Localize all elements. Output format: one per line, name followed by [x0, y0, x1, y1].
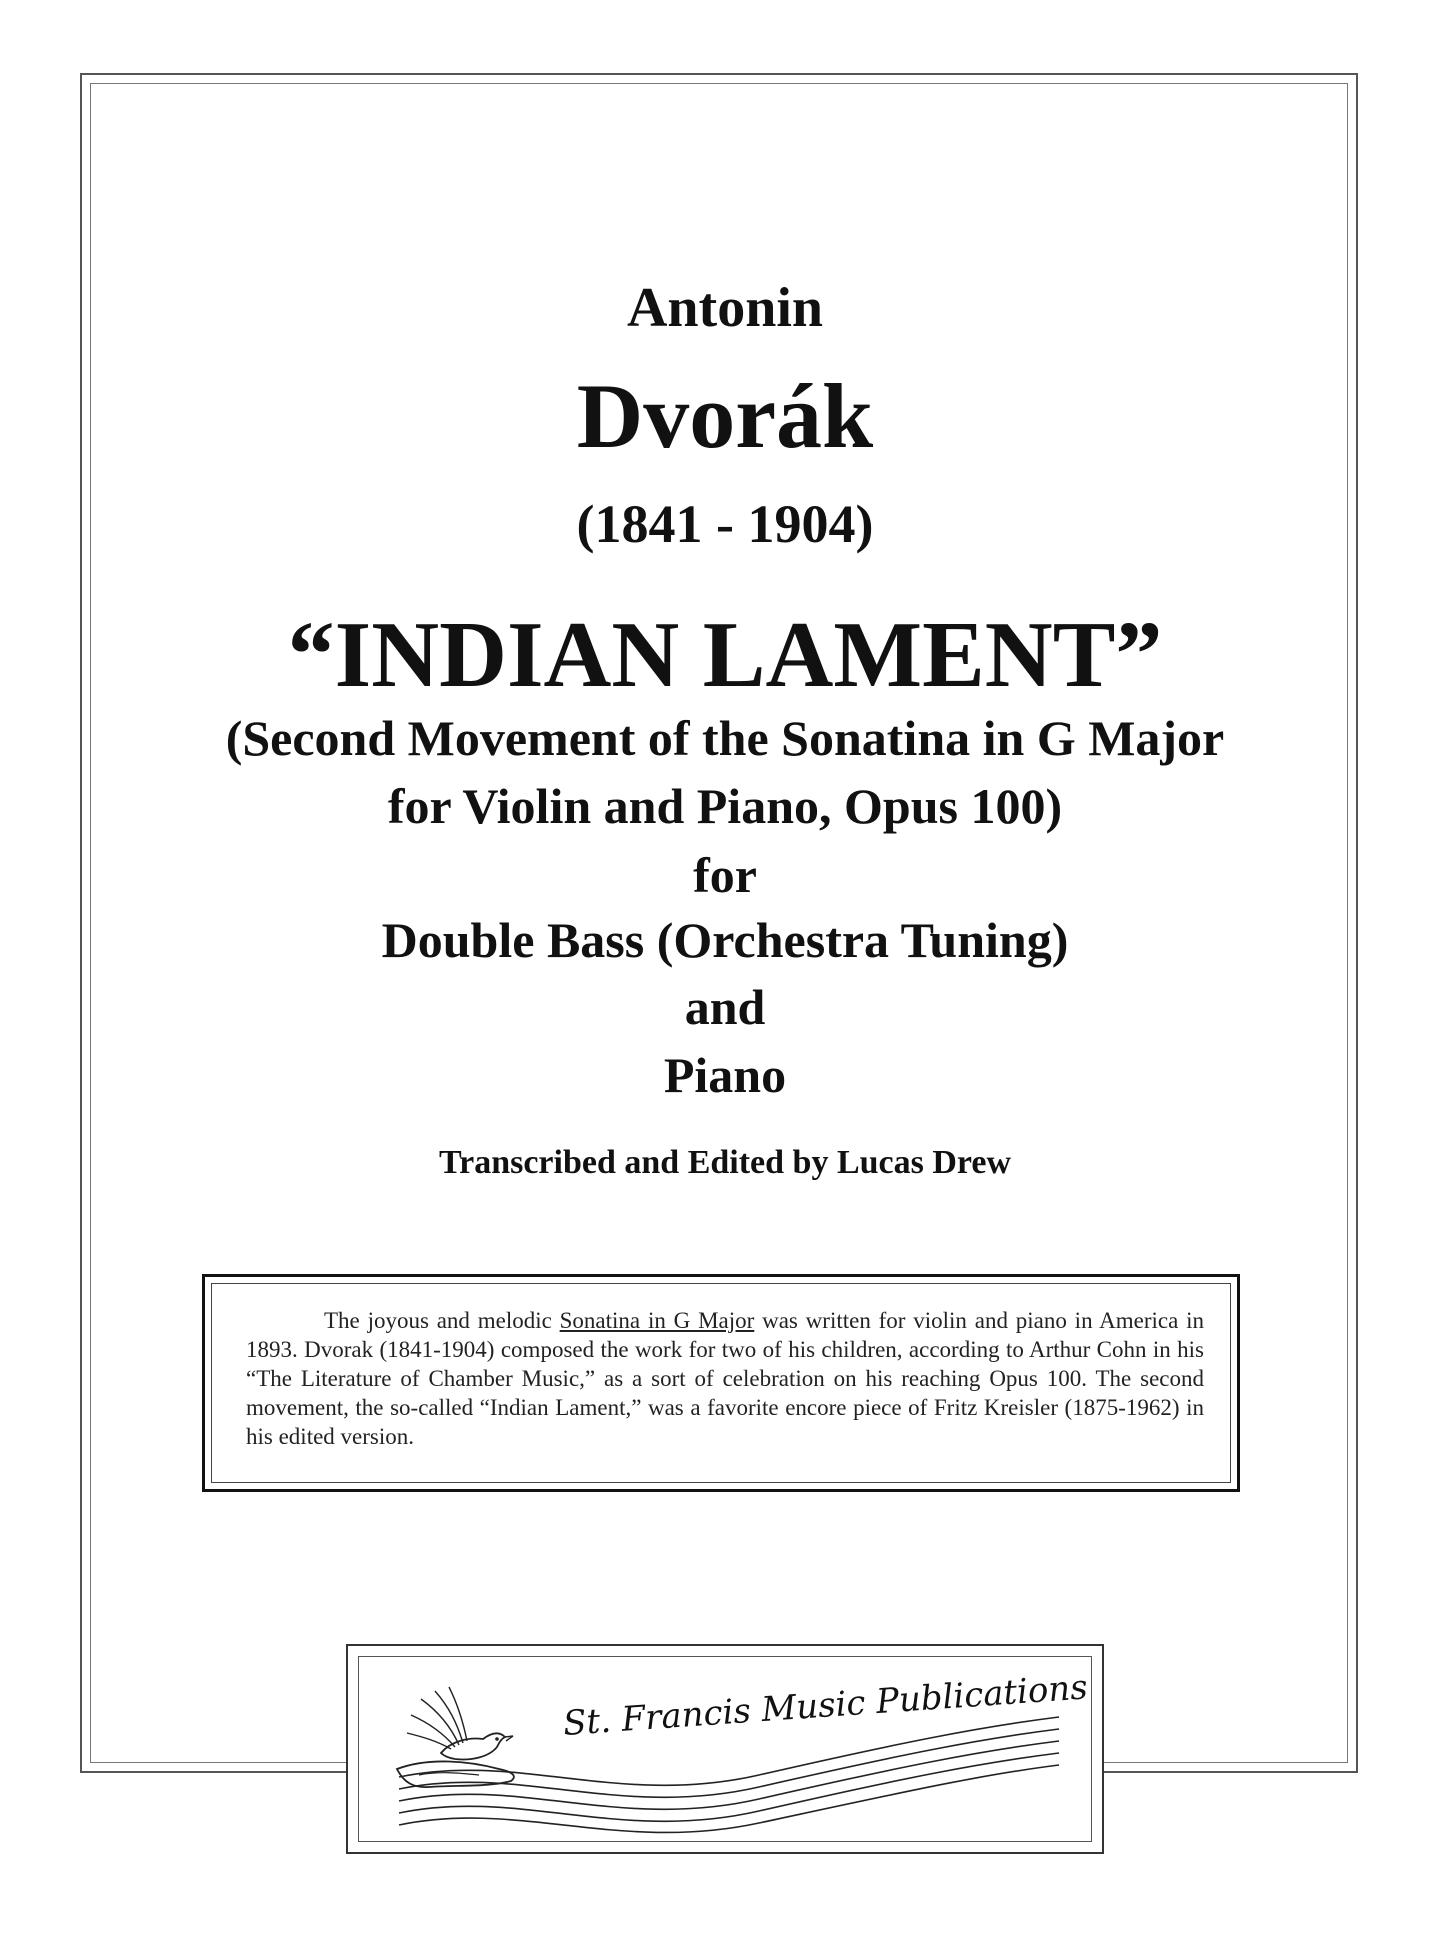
composer-dates: (1841 - 1904) — [576, 494, 874, 554]
credit-line: Transcribed and Edited by Lucas Drew — [438, 1144, 1012, 1181]
description-work-title: Sonatina in G Major — [559, 1308, 755, 1333]
description-text — [246, 1306, 1204, 1451]
dove-hand-staff-icon — [359, 1657, 1095, 1845]
publisher-logo-box — [346, 1644, 1104, 1854]
composer-last-name: Dvorák — [576, 365, 874, 467]
work-and: and — [684, 979, 766, 1035]
work-subtitle-line2: for Violin and Piano, Opus 100) — [387, 778, 1063, 834]
composer-first-name: Antonin — [626, 277, 824, 339]
work-subtitle-line1: (Second Movement of the Sonatina in G Major — [225, 710, 1225, 766]
description-inner-border — [211, 1283, 1231, 1483]
work-piano: Piano — [663, 1047, 787, 1103]
publisher-logo-inner — [358, 1656, 1092, 1842]
publisher-name: St. Francis Music Publications — [561, 1667, 1089, 1744]
work-instrument: Double Bass (Orchestra Tuning) — [381, 912, 1069, 968]
description-after-title: was written for violin and piano in America in 1893. Dvorak (1841-1904) composed the work for two of his children, according to Arthur Cohn in his “The Literature of Chamber Music,” as a sort of celebration on his reaching Opus 100. The second movement, the so-called “Indian Lament,” was a favorite encore piece of Fritz Kreisler (1875-1962) in his edited version. — [246, 1308, 1204, 1449]
description-box — [202, 1274, 1240, 1492]
work-for: for — [693, 847, 757, 903]
work-title: “INDIAN LAMENT” — [287, 603, 1163, 707]
description-before-title: The joyous and melodic — [324, 1308, 560, 1333]
